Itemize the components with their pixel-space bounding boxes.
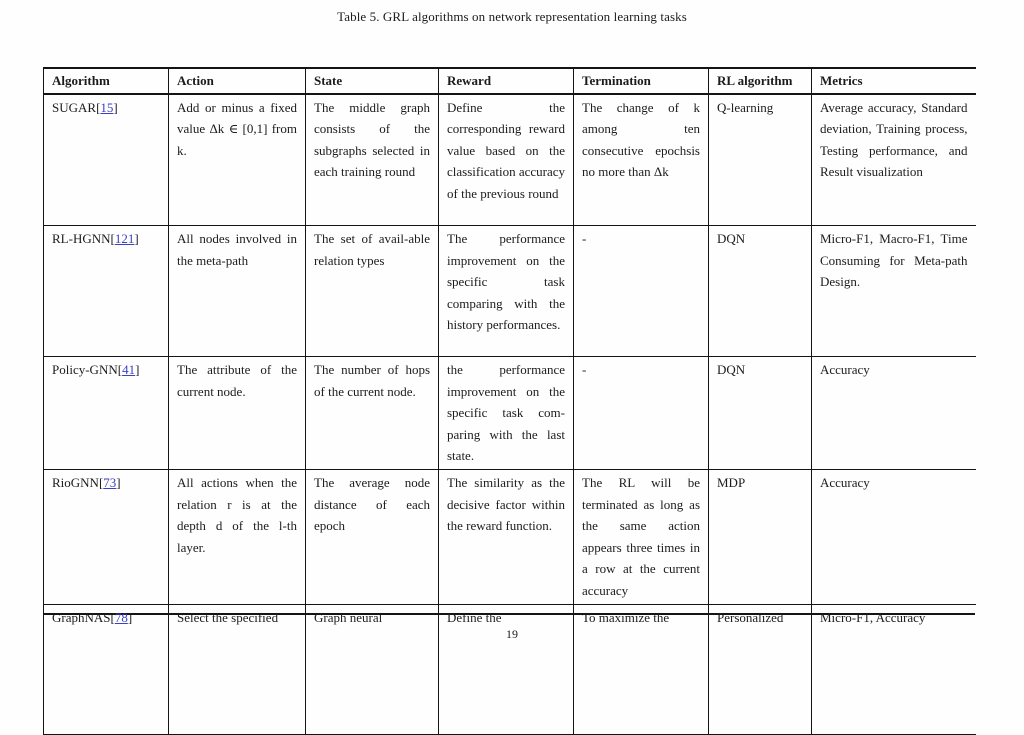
cell-termination: - [574,226,709,357]
cell-termination: - [574,357,709,470]
cell-termination: To maximize the [574,604,709,734]
cell-algorithm [44,226,169,357]
ref-bracket-open: [ [96,99,101,115]
algorithm-name: Policy-GNN [52,362,118,378]
cell-reward: Define the [439,604,574,734]
ref-bracket-close: ] [134,231,139,247]
column-header-action: Action [169,68,306,94]
citation-link[interactable]: 73 [103,475,117,491]
cell-metrics: Average accuracy, Standard deviation, Training process, Testing performance, and Result visualization [812,94,976,226]
citation-link[interactable]: 121 [114,231,135,247]
cell-rl-algorithm: Q-learning [709,94,812,226]
citation-link[interactable]: 15 [100,99,114,115]
column-header-rl-algorithm: RL algorithm [709,68,812,94]
table-row [44,604,976,734]
cell-rl-algorithm: DQN [709,226,812,357]
table-row [44,226,976,357]
cell-metrics: Micro-F1, Macro-F1, Time Consuming for Meta-path Design. [812,226,976,357]
table-caption: Table 5. GRL algorithms on network representation learning tasks [337,9,687,24]
table-row [44,94,976,226]
column-header-termination: Termination [574,68,709,94]
ref-bracket-close: ] [135,362,140,378]
ref-bracket-close: ] [127,609,133,625]
ref-bracket-close: ] [113,99,118,115]
cell-action: The attribute of the current node. [169,357,306,470]
table-container [43,67,975,625]
citation-link[interactable]: 41 [122,362,136,378]
cell-action: All nodes involved in the meta-path [169,226,306,357]
cell-reward: The performance improvement on the specific task comparing with the history performances. [439,226,574,357]
cell-metrics: Accuracy [812,357,976,470]
cell-algorithm [44,357,169,470]
cell-termination: The RL will be terminated as long as the same action appears three times in a row at the current accuracy [574,470,709,605]
column-header-algorithm: Algorithm [44,68,169,94]
cell-state: The set of avail-able relation types [306,226,439,357]
cell-state: The number of hops of the current node. [306,357,439,470]
header-row [44,68,976,94]
cell-rl-algorithm: DQN [709,357,812,470]
cell-metrics: Micro-F1, Accuracy [812,604,976,734]
cell-algorithm [44,604,169,734]
column-header-reward: Reward [439,68,574,94]
cell-algorithm [44,94,169,226]
cell-metrics: Accuracy [812,470,976,605]
ref-bracket-close: ] [116,475,121,491]
cell-reward: Define the corresponding reward value based on the classification accuracy of the previous round [439,94,574,226]
cell-termination: The change of k among ten consecutive epochsis no more than Δk [574,94,709,226]
cell-state: The average node distance of each epoch [306,470,439,605]
cell-rl-algorithm: Personalized [709,604,812,734]
cell-algorithm [44,470,169,605]
cell-reward: the performance improvement on the specific task com-paring with the last state. [439,357,574,470]
table-row [44,357,976,470]
cell-rl-algorithm: MDP [709,470,812,605]
ref-bracket-open: [ [110,609,115,625]
algorithm-name: GraphNAS [52,609,111,625]
column-header-metrics: Metrics [812,68,976,94]
citation-link[interactable]: 78 [114,609,128,625]
algorithm-name: RL-HGNN [52,231,111,247]
ref-bracket-open: [ [110,231,115,247]
cell-action: Add or minus a fixed value Δk ∈ [0,1] from k. [169,94,306,226]
cell-state: The middle graph consists of the subgraphs selected in each training round [306,94,439,226]
algorithm-name: RioGNN [52,475,99,491]
algorithm-name: SUGAR [52,99,97,115]
page-number: 19 [506,627,518,641]
ref-bracket-open: [ [117,362,123,378]
cell-action: All actions when the relation r is at the depth d of the l-th layer. [169,470,306,605]
cell-state: Graph neural [306,604,439,734]
cell-reward: The similarity as the decisive factor within the reward function. [439,470,574,605]
table-row [44,470,976,605]
ref-bracket-open: [ [98,475,104,491]
column-header-state: State [306,68,439,94]
cell-action: Select the specified [169,604,306,734]
